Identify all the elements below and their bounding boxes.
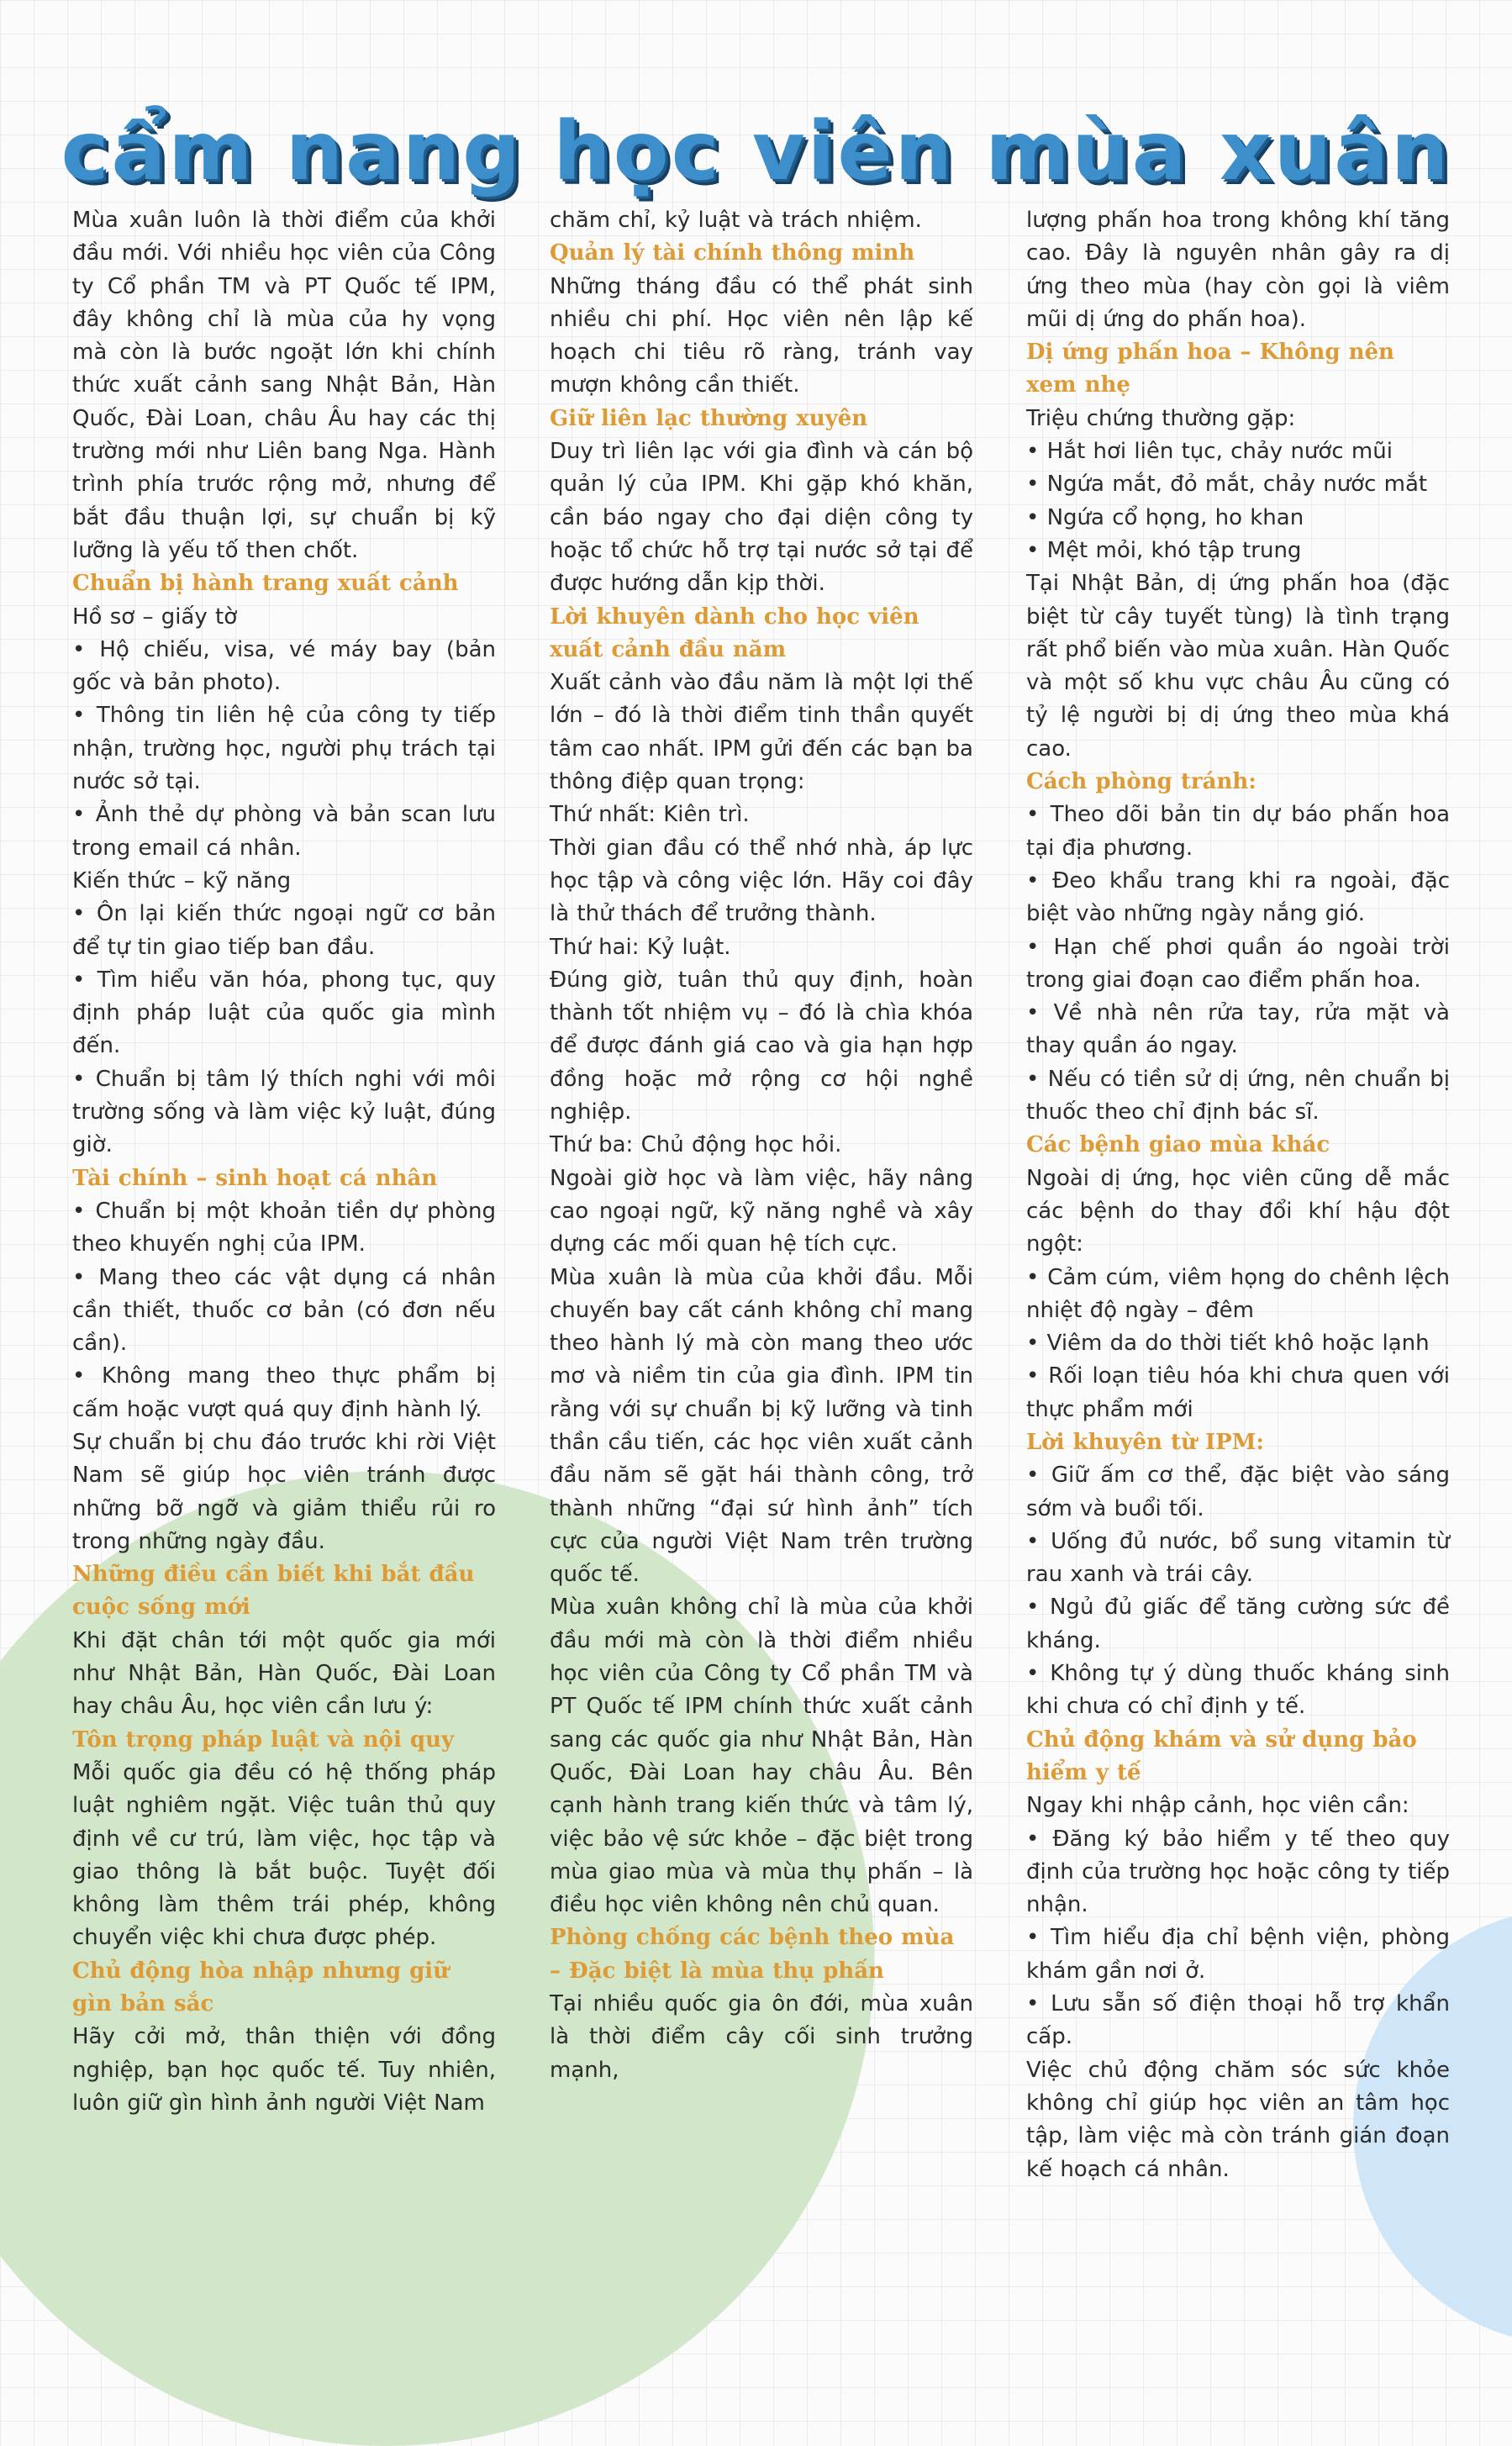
- paragraph: Thứ nhất: Kiên trì.: [550, 802, 750, 828]
- paragraph: • Mang theo các vật dụng cá nhân cần thiết, thuốc cơ bản (có đơn nếu cần).: [72, 1264, 496, 1357]
- section-heading: Lời khuyên dành cho học viên xuất cảnh đầu năm: [550, 604, 919, 662]
- paragraph: Mùa xuân là mùa của khởi đầu. Mỗi chuyến bay cất cánh không chỉ mang theo hành lý mà còn mang theo ước mơ và niềm tin của gia đình. IPM tin rằng với sự chuẩn bị kỹ lưỡng và tinh thần cầu tiến, các học viên xuất cảnh đầu năm sẽ gặt hái thành công, trở thành những “đại sứ hình ảnh” tích cực của người Việt Nam trên trường quốc tế.: [550, 1264, 973, 1588]
- paragraph: Mỗi quốc gia đều có hệ thống pháp luật nghiêm ngặt. Việc tuân thủ quy định về cư trú, làm việc, học tập và giao thông là bắt buộc. Tuyệt đối không làm thêm trái phép, không chuyển việc khi chưa được phép.: [72, 1759, 496, 1951]
- paragraph: lượng phấn hoa trong không khí tăng cao. Đây là nguyên nhân gây ra dị ứng theo mùa (hay còn gọi là viêm mũi dị ứng do phấn hoa).: [1026, 208, 1450, 332]
- paragraph: Những tháng đầu có thể phát sinh nhiều chi phí. Học viên nên lập kế hoạch chi tiêu rõ ràng, tránh vay mượn không cần thiết.: [550, 273, 973, 398]
- section-heading: Các bệnh giao mùa khác: [1026, 1132, 1330, 1158]
- section-heading: Dị ứng phấn hoa – Không nên xem nhẹ: [1026, 340, 1394, 398]
- paragraph: Sự chuẩn bị chu đáo trước khi rời Việt Nam sẽ giúp học viên tránh được những bỡ ngỡ và giảm thiểu rủi ro trong những ngày đầu.: [72, 1429, 496, 1554]
- paragraph: • Hạn chế phơi quần áo ngoài trời trong giai đoạn cao điểm phấn hoa.: [1026, 934, 1450, 993]
- section-heading: Chủ động khám và sử dụng bảo hiểm y tế: [1026, 1726, 1417, 1785]
- paragraph: • Đeo khẩu trang khi ra ngoài, đặc biệt vào những ngày nắng gió.: [1026, 867, 1450, 927]
- column-1: [72, 204, 496, 2120]
- paragraph: • Tìm hiểu địa chỉ bệnh viện, phòng khám gần nơi ở.: [1026, 1925, 1450, 1984]
- paragraph: • Ngứa cổ họng, ho khan: [1026, 504, 1304, 530]
- section-heading: Chuẩn bị hành trang xuất cảnh: [72, 571, 459, 597]
- paragraph: Triệu chứng thường gặp:: [1026, 405, 1296, 431]
- paragraph: • Không tự ý dùng thuốc kháng sinh khi chưa có chỉ định y tế.: [1026, 1661, 1450, 1720]
- paragraph: Kiến thức – kỹ năng: [72, 867, 292, 894]
- paragraph: Hồ sơ – giấy tờ: [72, 604, 238, 630]
- paragraph: Việc chủ động chăm sóc sức khỏe không chỉ giúp học viên an tâm học tập, làm việc mà còn tránh gián đoạn kế hoạch cá nhân.: [1026, 2057, 1450, 2182]
- paragraph: Duy trì liên lạc với gia đình và cán bộ quản lý của IPM. Khi gặp khó khăn, cần báo ngay cho đại diện công ty hoặc tổ chức hỗ trợ tại nước sở tại để được hướng dẫn kịp thời.: [550, 439, 973, 597]
- column-2: [550, 204, 973, 2087]
- paragraph: • Không mang theo thực phẩm bị cấm hoặc vượt quá quy định hành lý.: [72, 1363, 496, 1422]
- paragraph: • Về nhà nên rửa tay, rửa mặt và thay quần áo ngay.: [1026, 1000, 1450, 1059]
- paragraph: • Ảnh thẻ dự phòng và bản scan lưu trong email cá nhân.: [72, 802, 496, 861]
- paragraph: Mùa xuân không chỉ là mùa của khởi đầu mới mà còn là thời điểm nhiều học viên của Công ty Cổ phần TM và PT Quốc tế IPM chính thức xuất cảnh sang các quốc gia như Nhật Bản, Hàn Quốc, Đài Loan hay châu Âu. Bên cạnh hành trang kiến thức và tâm lý, việc bảo vệ sức khỏe – đặc biệt trong mùa giao mùa và mùa thụ phấn – là điều học viên không nên chủ quan.: [550, 1595, 973, 1918]
- paragraph: Đúng giờ, tuân thủ quy định, hoàn thành tốt nhiệm vụ – đó là chìa khóa để được đánh giá cao và gia hạn hợp đồng hoặc mở rộng cơ hội nghề nghiệp.: [550, 967, 973, 1125]
- section-heading: Tài chính – sinh hoạt cá nhân: [72, 1165, 438, 1191]
- paragraph: • Rối loạn tiêu hóa khi chưa quen với thực phẩm mới: [1026, 1363, 1450, 1422]
- paragraph: • Uống đủ nước, bổ sung vitamin từ rau xanh và trái cây.: [1026, 1528, 1450, 1588]
- section-heading: Những điều cần biết khi bắt đầu cuộc sống mới: [72, 1562, 475, 1621]
- paragraph: • Chuẩn bị một khoản tiền dự phòng theo khuyến nghị của IPM.: [72, 1198, 496, 1257]
- paragraph: Thứ hai: Kỷ luật.: [550, 934, 731, 960]
- paragraph: Ngoài giờ học và làm việc, hãy nâng cao ngoại ngữ, kỹ năng nghề và xây dựng các mối quan hệ tích cực.: [550, 1165, 973, 1257]
- paragraph: chăm chỉ, kỷ luật và trách nhiệm.: [550, 208, 922, 233]
- paragraph: Thứ ba: Chủ động học hỏi.: [550, 1132, 842, 1158]
- paragraph: Khi đặt chân tới một quốc gia mới như Nhật Bản, Hàn Quốc, Đài Loan hay châu Âu, học viên cần lưu ý:: [72, 1627, 496, 1720]
- paragraph: Tại nhiều quốc gia ôn đới, mùa xuân là thời điểm cây cối sinh trưởng mạnh,: [550, 1991, 973, 2083]
- paragraph: • Mệt mỏi, khó tập trung: [1026, 537, 1302, 563]
- paragraph: • Hắt hơi liên tục, chảy nước mũi: [1026, 439, 1393, 465]
- page-title: cẩm nang học viên mùa xuân: [61, 104, 1451, 199]
- paragraph: Mùa xuân luôn là thời điểm của khởi đầu mới. Với nhiều học viên của Công ty Cổ phần TM và PT Quốc tế IPM, đây không chỉ là mùa của hy vọng mà còn là bước ngoặt lớn khi chính thức xuất cảnh sang Nhật Bản, Hàn Quốc, Đài Loan, châu Âu hay các thị trường mới như Liên bang Nga. Hành trình phía trước rộng mở, nhưng để bắt đầu thuận lợi, sự chuẩn bị kỹ lưỡng là yếu tố then chốt.: [72, 208, 496, 563]
- paragraph: • Ngủ đủ giấc để tăng cường sức đề kháng.: [1026, 1595, 1450, 1653]
- paragraph: • Thông tin liên hệ của công ty tiếp nhận, trường học, người phụ trách tại nước sở tại.: [72, 703, 496, 795]
- paragraph: • Hộ chiếu, visa, vé máy bay (bản gốc và bản photo).: [72, 636, 496, 696]
- section-heading: Lời khuyên từ IPM:: [1026, 1429, 1265, 1455]
- paragraph: Ngoài dị ứng, học viên cũng dễ mắc các bệnh do thay đổi khí hậu đột ngột:: [1026, 1165, 1450, 1257]
- paragraph: Ngay khi nhập cảnh, học viên cần:: [1026, 1793, 1409, 1819]
- paragraph: • Nếu có tiền sử dị ứng, nên chuẩn bị thuốc theo chỉ định bác sĩ.: [1026, 1066, 1450, 1125]
- paragraph: Xuất cảnh vào đầu năm là một lợi thế lớn – đó là thời điểm tinh thần quyết tâm cao nhất. IPM gửi đến các bạn ba thông điệp quan trọng:: [550, 670, 973, 795]
- paragraph: Tại Nhật Bản, dị ứng phấn hoa (đặc biệt từ cây tuyết tùng) là tình trạng rất phổ biến vào mùa xuân. Hàn Quốc và một số khu vực châu Âu cũng có tỷ lệ người bị dị ứng theo mùa khá cao.: [1026, 571, 1450, 762]
- paragraph: Thời gian đầu có thể nhớ nhà, áp lực học tập và công việc lớn. Hãy coi đây là thử thách để trưởng thành.: [550, 835, 973, 927]
- paragraph: • Viêm da do thời tiết khô hoặc lạnh: [1026, 1331, 1430, 1357]
- paragraph: • Đăng ký bảo hiểm y tế theo quy định của trường học hoặc công ty tiếp nhận.: [1026, 1826, 1450, 1918]
- paragraph: • Chuẩn bị tâm lý thích nghi với môi trường sống và làm việc kỷ luật, đúng giờ.: [72, 1066, 496, 1158]
- section-heading: Phòng chống các bệnh theo mùa – Đặc biệt là mùa thụ phấn: [550, 1925, 955, 1984]
- paragraph: • Ôn lại kiến thức ngoại ngữ cơ bản để tự tin giao tiếp ban đầu.: [72, 901, 496, 960]
- paragraph: • Tìm hiểu văn hóa, phong tục, quy định pháp luật của quốc gia mình đến.: [72, 967, 496, 1059]
- paragraph: • Cảm cúm, viêm họng do chênh lệch nhiệt độ ngày – đêm: [1026, 1264, 1450, 1323]
- paragraph: • Giữ ấm cơ thể, đặc biệt vào sáng sớm và buổi tối.: [1026, 1463, 1450, 1521]
- column-3: [1026, 204, 1450, 2186]
- section-heading: Chủ động hòa nhập nhưng giữ gìn bản sắc: [72, 1958, 450, 2017]
- section-heading: Cách phòng tránh:: [1026, 769, 1256, 795]
- section-heading: Quản lý tài chính thông minh: [550, 240, 915, 266]
- section-heading: Giữ liên lạc thường xuyên: [550, 405, 868, 431]
- section-heading: Tôn trọng pháp luật và nội quy: [72, 1726, 455, 1753]
- paragraph: • Theo dõi bản tin dự báo phấn hoa tại địa phương.: [1026, 802, 1450, 861]
- paragraph: • Ngứa mắt, đỏ mắt, chảy nước mắt: [1026, 472, 1428, 498]
- paragraph: • Lưu sẵn số điện thoại hỗ trợ khẩn cấp.: [1026, 1991, 1450, 2050]
- paragraph: Hãy cởi mở, thân thiện với đồng nghiệp, bạn học quốc tế. Tuy nhiên, luôn giữ gìn hình ảnh người Việt Nam: [72, 2024, 496, 2116]
